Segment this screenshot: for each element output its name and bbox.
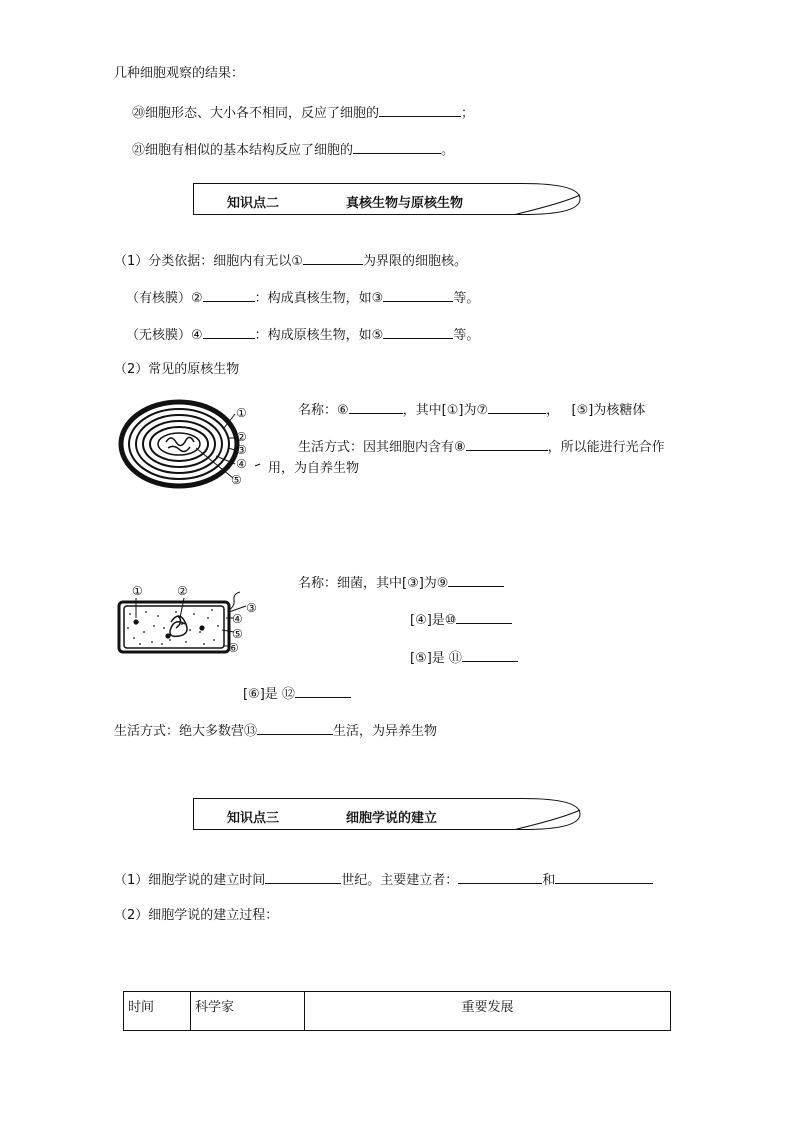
blank-2[interactable] [203,288,255,302]
intro-line-1-text: ⑳细胞形态、大小各不相同，反应了细胞的 [132,106,380,121]
bact-life-line [114,721,437,740]
kp2-eukaryote [126,288,479,307]
bact-label-3: ③ [246,601,257,615]
blank-9[interactable] [448,573,504,587]
cyano-label-1: ① [236,406,247,420]
cyano-name-line [298,400,645,419]
bact-life-end: 生活，为异养生物 [333,724,438,739]
kp2-eu-mid: ：构成真核生物，如③ [254,291,384,306]
blank-3[interactable] [383,288,453,302]
flagellum [229,592,240,610]
bact-line-5-text: [⑤]是 ⑪ [410,651,462,666]
table-header-time: 时间 [124,992,191,1031]
bact-line-6-text: [⑥]是 ⑫ [243,687,295,702]
cyano-life-end: ，所以能进行光合作 [547,440,665,455]
blank-6[interactable] [349,400,403,414]
kp2-prokaryote [126,325,479,344]
intro-line-2-end: 。 [441,143,455,158]
blank-12[interactable] [295,684,351,698]
blank-1[interactable] [303,251,363,265]
bact-life-text: 生活方式：绝大多数营⑬ [114,724,258,739]
table-header-scientist: 科学家 [191,992,305,1031]
kp2-pro-text: （无核膜）④ [126,328,203,343]
blank-21[interactable] [353,140,441,154]
cyano-label-4: ④ [236,457,247,471]
kp2-basis-text: （1）分类依据：细胞内有无以① [114,254,303,269]
blank-4[interactable] [203,325,255,339]
cyano-name-comma: ， [546,403,560,418]
kp2-pro-end: 等。 [453,328,480,343]
kp2-eu-text: （有核膜）② [126,291,203,306]
blank-5[interactable] [383,325,453,339]
blank-founder-1[interactable] [458,870,542,884]
bact-name-text: 名称：细菌，其中[③]为⑨ [298,576,449,591]
intro-line-2 [132,140,454,159]
kp2-basis [114,251,467,270]
kp3-label: 知识点三 [227,811,280,826]
kp3-q1-and: 和 [542,873,556,888]
cyano-label-5: ⑤ [231,473,242,487]
intro-line-2-text: ㉑细胞有相似的基本结构反应了细胞的 [132,143,354,158]
kp2-common-heading: （2）常见的原核生物 [114,362,240,377]
cyano-ribosome-text: [⑤]为核糖体 [571,403,646,418]
table-header-development: 重要发展 [305,992,671,1031]
blank-10[interactable] [456,610,512,624]
bact-label-4: ④ [232,612,243,626]
blank-13[interactable] [257,721,333,735]
kp3-banner [193,798,581,830]
bact-label-1: ① [132,584,143,598]
bact-line-4 [410,610,512,629]
intro-line-1-end: ； [461,106,475,121]
kp2-label: 知识点二 [227,196,280,211]
kp3-q1-text: （1）细胞学说的建立时间 [114,873,266,888]
cyano-name-text: 名称：⑥ [298,403,349,418]
bact-line-4-text: [④]是⑩ [410,613,457,628]
kp2-basis-end: 为界限的细胞核。 [362,254,467,269]
kp2-pro-mid: ：构成原核生物，如⑤ [254,328,384,343]
cyano-life-line [298,437,665,456]
bact-name-line [298,573,504,592]
kp2-title: 真核生物与原核生物 [346,196,464,211]
cyanobacteria-diagram [116,398,276,493]
kp3-q1-mid: 世纪。主要建立者： [341,873,459,888]
blank-7[interactable] [488,400,546,414]
cyano-name-mid: ，其中[①]为⑦ [402,403,489,418]
cyano-life-cont: 用，为自养生物 [268,461,360,476]
kp2-eu-end: 等。 [453,291,480,306]
intro-heading: 几种细胞观察的结果： [114,66,245,81]
bact-line-5 [410,648,518,667]
blank-20[interactable] [379,103,461,117]
cyano-life-text: 生活方式：因其细胞内含有⑧ [298,440,466,455]
blank-8[interactable] [466,437,548,451]
bact-label-6: ⑥ [228,641,239,655]
blank-founder-2[interactable] [555,870,653,884]
bact-line-6 [243,684,351,703]
kp3-q2: （2）细胞学说的建立过程： [114,908,279,923]
kp2-banner [193,183,581,215]
intro-line-1 [132,103,474,122]
cyano-label-3: ③ [236,443,247,457]
history-table [123,991,671,1031]
blank-11[interactable] [462,648,518,662]
cyano-label-2: ② [236,430,247,444]
bact-label-5: ⑤ [232,627,243,641]
table-header-row [124,992,671,1031]
bact-label-2: ② [177,584,188,598]
kp3-q1 [114,870,653,889]
kp3-title: 细胞学说的建立 [346,811,438,826]
blank-century[interactable] [265,870,341,884]
